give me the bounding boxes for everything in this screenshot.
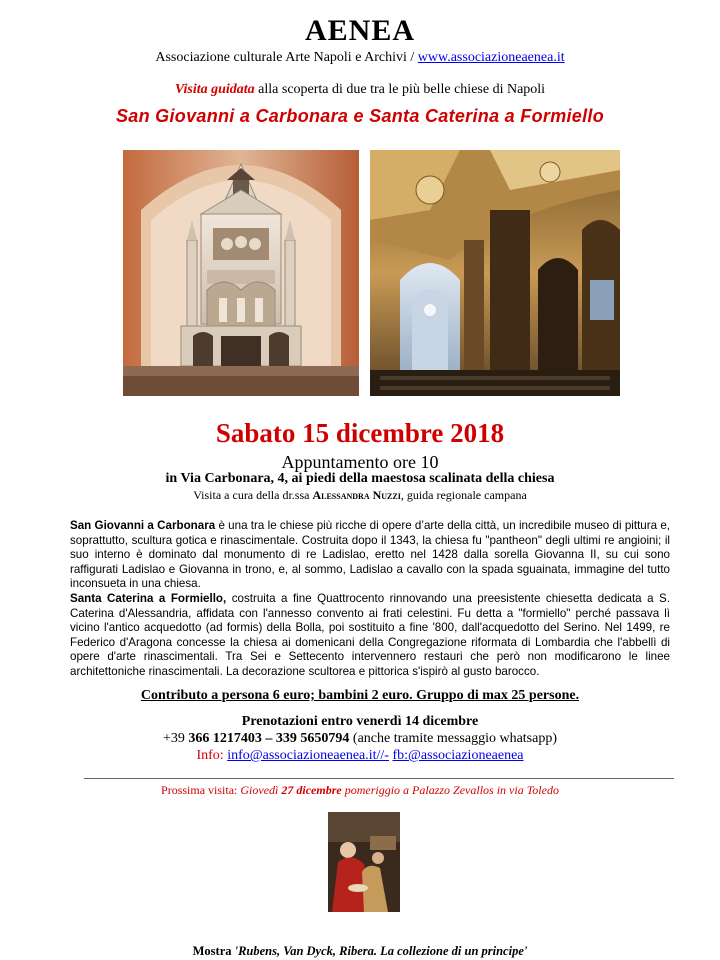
description-san-giovanni [70, 519, 670, 592]
description-santa-caterina [70, 592, 670, 680]
next-visit-line [0, 783, 720, 798]
website-link[interactable]: www.associazioneaenea.it [417, 50, 565, 65]
next-visit-label: Prossima visita: [161, 783, 238, 797]
monument-photo [123, 150, 359, 396]
phone-note: (anche tramite messaggio whatsapp) [349, 731, 557, 746]
association-name: Associazione culturale Arte Napoli e Archivi / [155, 50, 415, 65]
nave-photo [370, 150, 620, 396]
visit-text: alla scoperta di due tra le più belle chiese di Napoli [258, 82, 546, 97]
meeting-place: in Via Carbonara, 4, ai piedi della maestosa scalinata della chiesa [165, 471, 555, 486]
email-link[interactable]: info@associazioneaenea.it//- [227, 748, 389, 763]
phone-line [0, 731, 720, 747]
contribution-line: Contributo a persona 6 euro; bambini 2 euro. Gruppo di max 25 persone. [140, 688, 580, 703]
appointment-time: Appuntamento ore 10 [281, 452, 439, 472]
guide-line [0, 488, 720, 503]
guide-suffix: , guida regionale campana [400, 488, 527, 502]
exhibition-painting [328, 812, 400, 912]
exhibition-title: 'Rubens, Van Dyck, Ribera. La collezione di un principe' [234, 944, 528, 958]
phone-prefix: +39 [163, 731, 185, 746]
next-visit-text: pomeriggio a Palazzo Zevallos in via Toledo [344, 783, 559, 797]
facebook-link[interactable]: fb:@associazioneaenea [392, 748, 524, 763]
phone-number-1[interactable]: 366 1217403 [188, 731, 262, 746]
churches-heading: San Giovanni a Carbonara e Santa Caterina a Formiello [115, 106, 605, 126]
phone-number-2[interactable]: 339 5650794 [275, 731, 350, 746]
exhibition-prefix: Mostra [192, 944, 232, 958]
visit-intro [0, 82, 720, 98]
san-giovanni-text: è una tra le chiese più ricche di opere d’arte della città, un incredibile museo di pittura e, soprattutto, scultura gotica e rinascimentale. Costruita dopo il 1343, la chiesa fu "pantheon" degli ultimi re angioini; il suo interno è dominato dal monumento di re Ladislao, eretto nel 1428 dalla sorella Giovanna II, su cui sono raffigurati Ladislao e Giovanna in trono, e, al sommo, Ladislao a cavallo con la spada sguainata, immagine del tutto inconsueta in una chiesa. [70, 519, 670, 591]
guide-name: Alessandra Nuzzi [312, 488, 401, 502]
santa-caterina-text: costruita a fine Quattrocento rinnovando una preesistente chiesetta dedicata a S. Caterina d'Alessandria, affidata con l'annesso convento ai frati celestini. Fu detta a "formiello" perché passava lì vicino l'antico acquedotto (ad formis) della Bolla, poi sostituito a fine '800, dall'acquedotto del Serino. Nel 1499, re Federico d'Aragona concesse la chiesa ai domenicani della Congregazione riformata di Lombardia che l'abbellì di opere d'arte rinascimentali. Tra Sei e Settecento intervennero restauri che però non modificarono le linee architettoniche rinascimentali. La decorazione scultorea e pittorica s'ispirò al gusto barocco. [70, 592, 670, 678]
san-giovanni-name: San Giovanni a Carbonara [70, 519, 216, 532]
santa-caterina-name: Santa Caterina a Formiello, [70, 592, 227, 605]
visit-highlight: Visita guidata [174, 82, 255, 97]
event-date: Sabato 15 dicembre 2018 [215, 418, 505, 448]
association-line [0, 50, 720, 66]
next-visit-date: 27 dicembre [281, 783, 342, 797]
next-visit-day: Giovedì [240, 783, 279, 797]
booking-deadline: Prenotazioni entro venerdì 14 dicembre [241, 714, 479, 729]
guide-prefix: Visita a cura della dr.ssa [193, 488, 310, 502]
exhibition-line [0, 944, 720, 959]
info-label: Info: [196, 748, 224, 763]
divider [84, 778, 674, 779]
page-title: AENEA [304, 14, 415, 47]
info-line [0, 748, 720, 764]
phone-separator: – [261, 731, 276, 746]
